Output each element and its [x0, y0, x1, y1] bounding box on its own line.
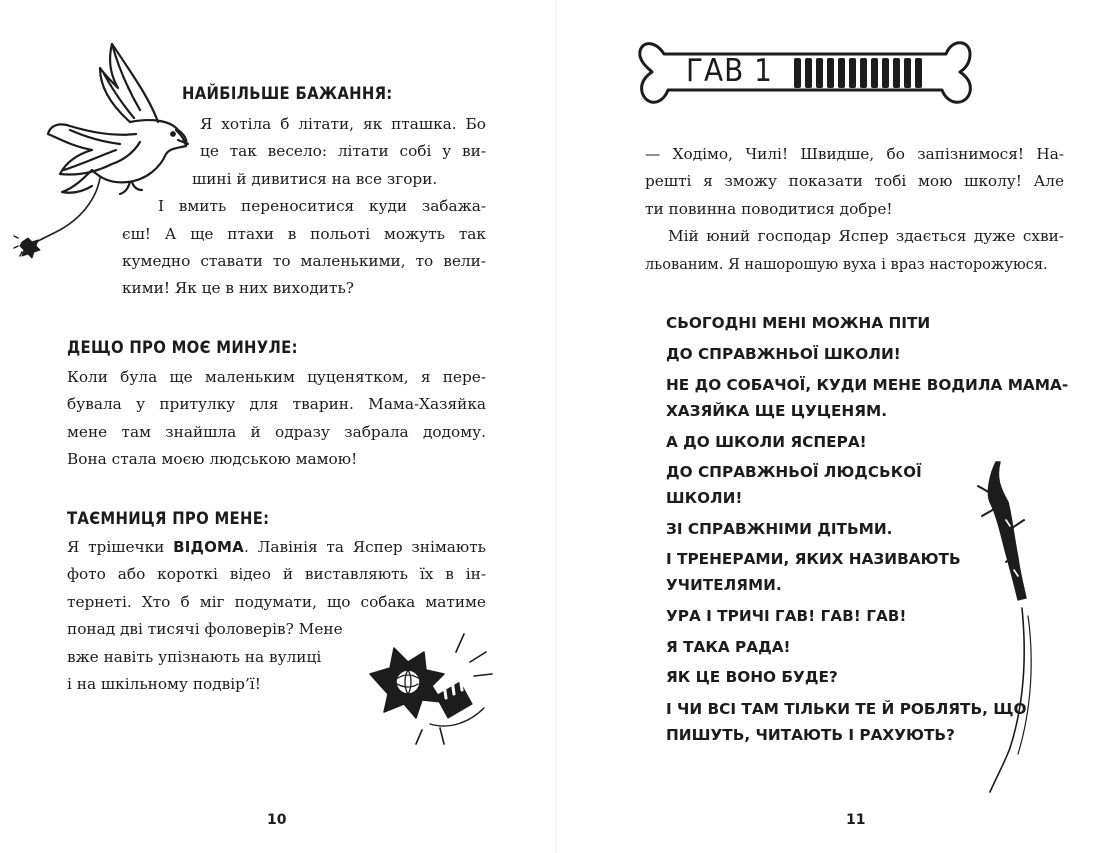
opening-paragraph: [645, 141, 1064, 278]
chapter-progress-bars: [792, 58, 932, 90]
thought-line: УЧИТЕЛЯМИ.: [666, 575, 782, 594]
thought-line: ЯК ЦЕ ВОНО БУДЕ?: [666, 668, 838, 687]
exclamation-burst-icon: [360, 612, 500, 752]
thought-line: А ДО ШКОЛИ ЯСПЕРА!: [666, 433, 867, 452]
past-line: Коли була ще маленьким цуценятком, я пере-: [67, 368, 486, 386]
thought-text: УРА І ТРИЧІ: [666, 606, 776, 625]
secret-line: фото або короткі відео й виставляють їх в ін-: [67, 565, 486, 584]
thought-line: СЬОГОДНІ МЕНІ МОЖНА ПІТИ: [666, 314, 931, 332]
paragraph-line: льованим. Я нашорошую вуха і враз насторожуюся.: [645, 255, 1048, 273]
paragraph-line: ти повинна поводитися добре!: [645, 199, 893, 218]
wish-line: Я хотіла б літати, як пташка. Бо: [200, 115, 486, 133]
wish-line: кими! Як це в них виходить?: [122, 279, 354, 298]
secret-text: . Лавінія та Яспер знімають: [243, 538, 486, 556]
secret-line: і на шкільному подвір’ї!: [67, 675, 261, 694]
past-line: бувала у притулку для тварин. Мама-Хазяйка: [67, 395, 486, 414]
thought-line: ХАЗЯЙКА ЩЕ ЦУЦЕНЯМ.: [666, 402, 888, 421]
flying-stick-icon: [956, 458, 1046, 798]
secret-line: понад дві тисячі фоловерів? Мене: [67, 620, 343, 639]
secret-heading: ТАЄМНИЦЯ ПРО МЕНЕ:: [67, 509, 270, 528]
secret-line: тернеті. Хто б міг подумати, що собака матиме: [67, 592, 486, 611]
wish-heading: НАЙБІЛЬШЕ БАЖАННЯ:: [182, 84, 393, 103]
wish-line: кумедно ставати то маленькими, то вели-: [122, 252, 486, 271]
thought-text: ДО СПРАВЖНЬОЇ: [666, 463, 824, 482]
famous-word: ВІДОМА: [173, 538, 244, 556]
page-number-left: 10: [267, 812, 287, 828]
wish-paragraph: [122, 111, 486, 303]
woof-word: ГАВ! ГАВ! ГАВ!: [775, 606, 907, 625]
thought-line: ШКОЛИ!: [666, 489, 743, 508]
secret-line: вже навіть упізнають на вулиці: [67, 647, 322, 666]
past-line: Вона стала моєю людською мамою!: [67, 450, 358, 469]
page-number-right: 11: [846, 812, 866, 828]
paragraph-line: решті я зможу показати тобі мою школу! Але: [645, 172, 1064, 191]
chapter-title: ГАВ 1: [686, 53, 773, 89]
left-page: [0, 0, 556, 853]
thought-line: ДО СПРАВЖНЬОЇ ШКОЛИ!: [666, 344, 901, 363]
secret-line: [67, 534, 486, 561]
right-page: [556, 0, 1113, 853]
paragraph-line: Мій юний господар Яспер здається дуже схви-: [668, 227, 1064, 246]
thought-line: НЕ ДО СОБАЧОЇ, КУДИ МЕНЕ ВОДИЛА МАМА-: [666, 376, 1069, 395]
secret-text: Я трішечки: [67, 538, 174, 556]
thought-line: І ТРЕНЕРАМИ, ЯКИХ НАЗИВАЮТЬ: [666, 549, 961, 568]
thought-line: ПИШУТЬ, ЧИТАЮТЬ І РАХУЮТЬ?: [666, 725, 955, 744]
thought-line: ЗІ СПРАВЖНІМИ ДІТЬМИ.: [666, 520, 893, 539]
wish-line: І вмить переноситися куди забажа-: [158, 197, 486, 216]
past-heading: ДЕЩО ПРО МОЄ МИНУЛЕ:: [67, 338, 298, 357]
thought-line: Я ТАКА РАДА!: [666, 637, 791, 656]
paragraph-line: — Ходімо, Чилі! Швидше, бо запізнимося! На-: [645, 145, 1064, 163]
wish-line: єш! А ще птахи в польоті можуть так: [122, 224, 486, 243]
wish-line: це так весело: літати собі у ви-: [200, 142, 486, 161]
thought-line: І ЧИ ВСІ ТАМ ТІЛЬКИ ТЕ Й РОБЛЯТЬ, ЩО: [666, 699, 1027, 718]
wish-line: шині й дивитися на все згори.: [192, 169, 438, 188]
human-word: ЛЮДСЬКОЇ: [823, 463, 922, 482]
past-paragraph: [67, 364, 486, 474]
past-line: мене там знайшла й одразу забрала додому.: [67, 422, 486, 441]
